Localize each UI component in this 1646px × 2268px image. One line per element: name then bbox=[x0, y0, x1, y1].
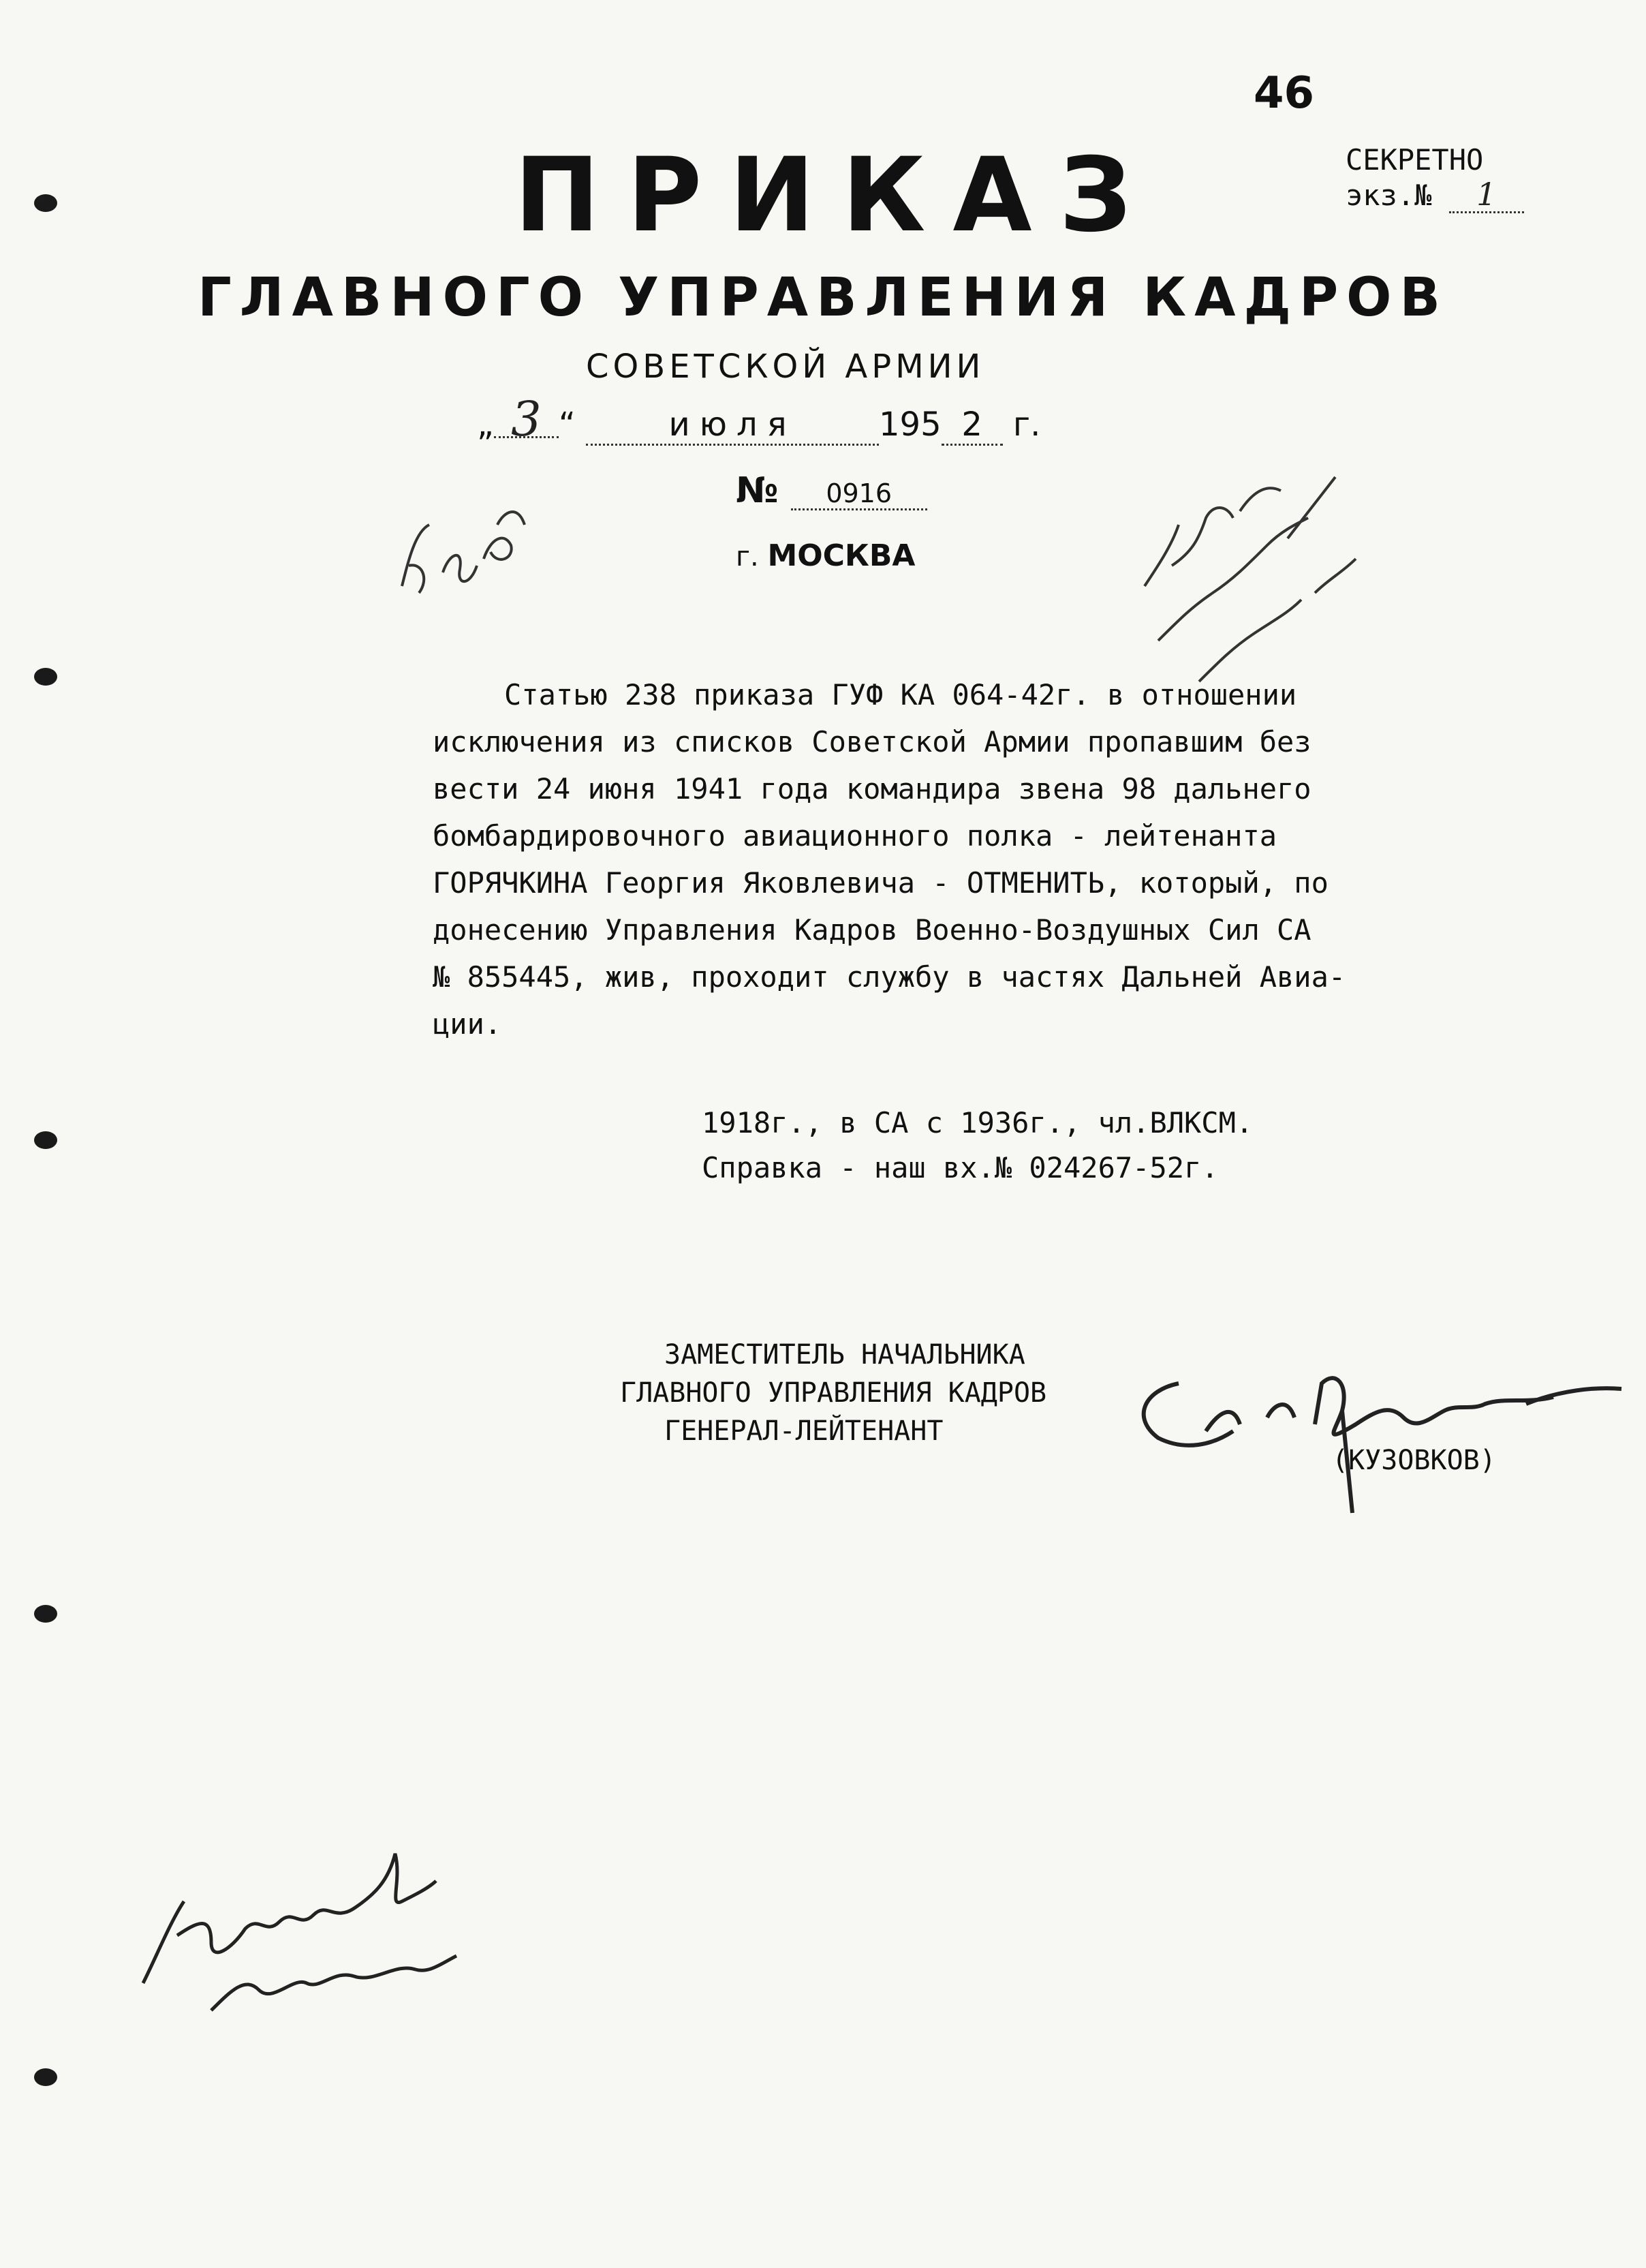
organization-name: ГЛАВНОГО УПРАВЛЕНИЯ КАДРОВ bbox=[198, 267, 1448, 328]
note-line: 1918г., в СА с 1936г., чл.ВЛКСМ. bbox=[702, 1106, 1254, 1139]
order-date bbox=[477, 391, 1041, 447]
document-title: ПРИКАЗ bbox=[514, 136, 1160, 255]
date-year-label: г. bbox=[1012, 405, 1041, 444]
body-line: бомбардировочного авиационного полка - лейтенанта bbox=[433, 819, 1277, 853]
handwritten-signature bbox=[1117, 1356, 1635, 1520]
punch-hole bbox=[34, 1131, 57, 1149]
body-line: Статью 238 приказа ГУФ КА 064-42г. в отношении bbox=[504, 678, 1297, 711]
punch-hole bbox=[34, 1605, 57, 1623]
date-close-quote: “ bbox=[558, 405, 576, 444]
date-day: 3 bbox=[494, 402, 559, 438]
signatory-name: (КУЗОВКОВ) bbox=[1332, 1445, 1496, 1476]
body-line: ГОРЯЧКИНА Георгия Яковлевича - ОТМЕНИТЬ, который, по bbox=[433, 866, 1329, 900]
order-number bbox=[736, 470, 927, 511]
signatory-rank: ГЕНЕРАЛ-ЛЕЙТЕНАНТ bbox=[664, 1415, 944, 1447]
punch-hole bbox=[34, 2068, 57, 2086]
army-name: СОВЕТСКОЙ АРМИИ bbox=[586, 348, 985, 386]
note-line: Справка - наш вх.№ 024267-52г. bbox=[702, 1151, 1219, 1184]
punch-hole bbox=[34, 668, 57, 686]
date-open-quote: „ bbox=[477, 405, 494, 444]
order-body bbox=[433, 671, 1550, 1047]
body-line: ции. bbox=[433, 1007, 502, 1041]
date-year-prefix: 195 bbox=[879, 405, 942, 444]
copy-label: экз.№ bbox=[1346, 179, 1432, 212]
date-year-suffix: 2 bbox=[942, 405, 1003, 446]
signatory-title-line2: ГЛАВНОГО УПРАВЛЕНИЯ КАДРОВ bbox=[620, 1377, 1047, 1409]
handwritten-note-left bbox=[382, 484, 545, 647]
secrecy-label: СЕКРЕТНО bbox=[1346, 143, 1484, 177]
city bbox=[736, 538, 916, 573]
signature-block bbox=[620, 1336, 1046, 1450]
body-line: исключения из списков Советской Армии пропавшим без bbox=[433, 725, 1311, 758]
order-number-label: № bbox=[736, 470, 779, 511]
signatory-title-line1: ЗАМЕСТИТЕЛЬ НАЧАЛЬНИКА bbox=[664, 1339, 1025, 1370]
handwritten-initials bbox=[129, 1840, 484, 2017]
city-name: МОСКВА bbox=[767, 538, 916, 573]
page-number: 46 bbox=[1254, 68, 1315, 119]
copy-number: 1 bbox=[1449, 177, 1524, 213]
order-number-value: 0916 bbox=[791, 478, 927, 510]
date-month: июля bbox=[586, 405, 879, 446]
body-line: донесению Управления Кадров Военно-Воздушных Сил СА bbox=[433, 913, 1311, 947]
body-line: вести 24 июня 1941 года командира звена 98 дальнего bbox=[433, 772, 1311, 806]
handwritten-note-right bbox=[1131, 463, 1390, 695]
personal-note bbox=[702, 1101, 1253, 1191]
body-line: № 855445, жив, проходит службу в частях Дальней Авиа- bbox=[433, 960, 1346, 994]
city-prefix: г. bbox=[736, 541, 759, 572]
